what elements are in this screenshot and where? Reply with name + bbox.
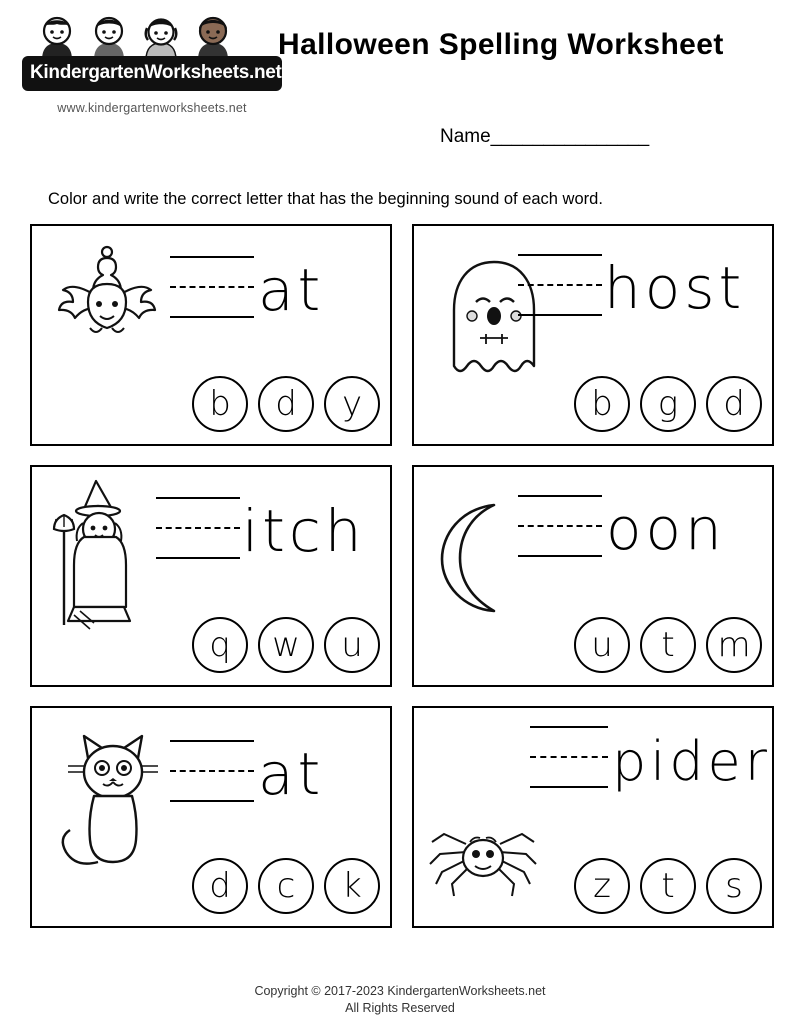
exercise-card-bat[interactable]: [30, 224, 392, 446]
choice-option[interactable]: u: [574, 617, 630, 673]
page-title: Halloween Spelling Worksheet: [278, 28, 724, 61]
answer-blank-lines[interactable]: [518, 254, 602, 316]
choice-option[interactable]: q: [192, 617, 248, 673]
word-remainder-witch: itch: [242, 497, 366, 565]
word-prompt-cat: [166, 722, 382, 834]
choice-option[interactable]: b: [574, 376, 630, 432]
choice-option[interactable]: w: [258, 617, 314, 673]
choice-option[interactable]: y: [324, 376, 380, 432]
word-remainder-ghost: host: [604, 254, 746, 322]
worksheet-grid: [30, 224, 774, 928]
instructions-text: Color and write the correct letter that has the beginning sound of each word.: [48, 190, 603, 208]
choice-option[interactable]: d: [258, 376, 314, 432]
choice-option[interactable]: s: [706, 858, 762, 914]
word-prompt-witch: [154, 479, 384, 591]
name-field-label[interactable]: Name_______________: [440, 126, 650, 147]
choice-option[interactable]: z: [574, 858, 630, 914]
rights-text: All Rights Reserved: [345, 1001, 455, 1015]
choice-option[interactable]: c: [258, 858, 314, 914]
choice-option[interactable]: t: [640, 617, 696, 673]
choices-cat: [192, 858, 380, 914]
word-prompt-moon: [518, 477, 768, 589]
bat-icon: [38, 232, 176, 382]
choices-bat: [192, 376, 380, 432]
choices-ghost: [574, 376, 762, 432]
word-prompt-ghost: [518, 236, 768, 348]
choice-option[interactable]: b: [192, 376, 248, 432]
exercise-card-moon[interactable]: [412, 465, 774, 687]
answer-blank-lines[interactable]: [530, 726, 608, 788]
choice-option[interactable]: t: [640, 858, 696, 914]
answer-blank-lines[interactable]: [518, 495, 602, 557]
choice-option[interactable]: u: [324, 617, 380, 673]
choice-option[interactable]: g: [640, 376, 696, 432]
word-prompt-spider: [488, 716, 771, 836]
site-logo: [22, 14, 282, 115]
witch-icon: [40, 475, 170, 655]
word-remainder-bat: at: [258, 256, 325, 324]
choice-option[interactable]: k: [324, 858, 380, 914]
cat-icon: [42, 722, 182, 907]
word-remainder-cat: at: [258, 740, 325, 808]
footer: [0, 983, 800, 1017]
word-remainder-spider: pider: [612, 730, 771, 793]
exercise-card-spider[interactable]: [412, 706, 774, 928]
choices-spider: [574, 858, 762, 914]
logo-banner[interactable]: KindergartenWorksheets.net: [22, 56, 282, 91]
kid-avatar-3: [138, 14, 184, 60]
answer-blank-lines[interactable]: [170, 740, 254, 802]
kid-avatar-1: [34, 14, 80, 60]
exercise-card-ghost[interactable]: [412, 224, 774, 446]
answer-blank-lines[interactable]: [170, 256, 254, 318]
choices-witch: [192, 617, 380, 673]
copyright-text: Copyright © 2017-2023 KindergartenWorksheets.net: [254, 984, 546, 998]
kid-avatar-4: [190, 14, 236, 60]
word-remainder-moon: oon: [606, 495, 726, 563]
kid-avatar-2: [86, 14, 132, 60]
logo-kids-illustration: [34, 14, 282, 60]
choice-option[interactable]: d: [706, 376, 762, 432]
site-url: www.kindergartenworksheets.net: [57, 101, 247, 115]
answer-blank-lines[interactable]: [156, 497, 240, 559]
choices-moon: [574, 617, 762, 673]
word-prompt-bat: [166, 238, 382, 350]
exercise-card-witch[interactable]: [30, 465, 392, 687]
exercise-card-cat[interactable]: [30, 706, 392, 928]
choice-option[interactable]: m: [706, 617, 762, 673]
worksheet-header: [0, 0, 800, 160]
choice-option[interactable]: d: [192, 858, 248, 914]
